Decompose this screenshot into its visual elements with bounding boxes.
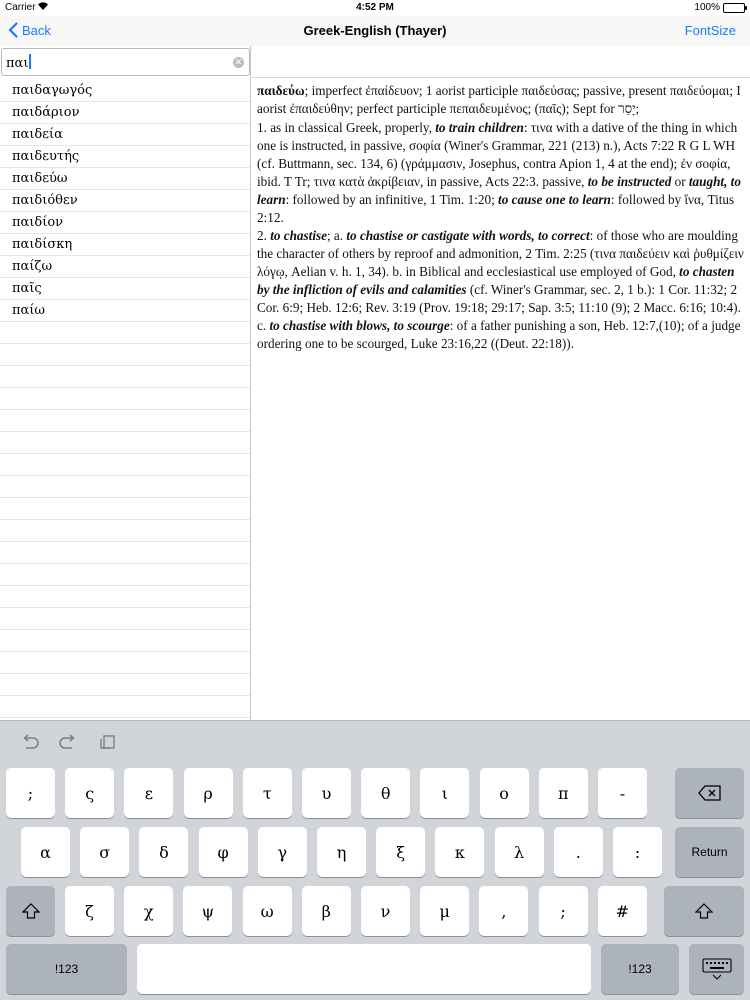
definition-segment: ; a. xyxy=(326,228,347,243)
headword: παιδεύω xyxy=(257,83,305,98)
page-title: Greek-English (Thayer) xyxy=(303,23,447,38)
status-bar xyxy=(0,0,750,16)
empty-list-row xyxy=(0,520,250,542)
definition-emphasis: to cause one to learn xyxy=(498,192,611,207)
definition-segment: : of those who are moulding the character of others by reproof and admonition, 2 Tim. 2:25 (τινα παιδεύειν καὶ ῥυθμίζειν λόγῳ, Aelian v. h. 1, 34). b. in Biblical and ecclesiastical use employed of God, xyxy=(257,228,744,279)
undo-icon[interactable] xyxy=(20,733,40,751)
key[interactable]: ο xyxy=(480,768,529,818)
key[interactable]: # xyxy=(598,886,647,936)
shift-key-right[interactable] xyxy=(664,886,744,936)
clock: 4:52 PM xyxy=(356,2,394,13)
word-list-item[interactable]: παῖς xyxy=(0,278,250,300)
key[interactable]: κ xyxy=(435,827,484,877)
chevron-left-icon xyxy=(8,22,18,38)
battery-percent: 100% xyxy=(694,2,720,13)
key[interactable]: τ xyxy=(243,768,292,818)
redo-icon[interactable] xyxy=(58,733,78,751)
definition-segment: : followed by ἵνα, Titus 2:12. xyxy=(257,192,735,225)
key[interactable]: ; xyxy=(539,886,588,936)
hebrew-text: יָסַר xyxy=(618,102,636,117)
empty-list-row xyxy=(0,476,250,498)
definition-emphasis: to chastise or castigate with words, to correct xyxy=(346,228,590,243)
space-bar[interactable] xyxy=(137,944,591,994)
definition-segment: : followed by an infinitive, 1 Tim. 1:20; xyxy=(285,192,499,207)
key[interactable]: η xyxy=(317,827,366,877)
keyboard-toolbar xyxy=(0,721,750,765)
definition-paragraph-2 xyxy=(257,119,744,227)
key[interactable]: : xyxy=(613,827,662,877)
key[interactable]: ξ xyxy=(376,827,425,877)
definition-emphasis: taught, to learn xyxy=(257,174,741,207)
definition-paragraph-3 xyxy=(257,227,744,353)
back-button[interactable] xyxy=(8,22,51,38)
word-list-item[interactable]: παιδιόθεν xyxy=(0,190,250,212)
definition-segment: ; xyxy=(635,101,640,116)
word-list-item[interactable]: παίζω xyxy=(0,256,250,278)
definition-emphasis: to chasten by the infliction of evils and calamities xyxy=(257,264,735,297)
key[interactable]: α xyxy=(21,827,70,877)
key[interactable]: β xyxy=(302,886,351,936)
definition-paragraph-1 xyxy=(257,82,744,119)
word-list-item[interactable]: παίω xyxy=(0,300,250,322)
empty-list-row xyxy=(0,366,250,388)
definition-segment: 2. xyxy=(257,228,271,243)
definition-segment: : of a father punishing a son, Heb. 12:7,(10); of a judge ordering one to be scourged, Luke 23:16,22 ((Deut. 22:18)). xyxy=(257,318,741,351)
definition-segment: 1. as in classical Greek, properly, xyxy=(257,120,436,135)
word-list-item[interactable]: παιδάριον xyxy=(0,102,250,124)
empty-list-row xyxy=(0,498,250,520)
word-list xyxy=(0,80,250,718)
empty-list-row xyxy=(0,608,250,630)
empty-list-row xyxy=(0,652,250,674)
search-box[interactable] xyxy=(1,48,250,76)
shift-icon xyxy=(22,903,40,919)
empty-list-row xyxy=(0,564,250,586)
key[interactable]: θ xyxy=(361,768,410,818)
empty-list-row xyxy=(0,388,250,410)
key[interactable]: ρ xyxy=(184,768,233,818)
key[interactable]: ; xyxy=(6,768,55,818)
key[interactable]: ι xyxy=(420,768,469,818)
definition-segment: ; imperfect ἐπαίδευον; 1 aorist participle παιδεύσας; passive, present παιδεύομαι; I aorist ἐπαιδεύθην; perfect participle πεπαιδευμένος; (παῖς); Sept for xyxy=(257,83,741,116)
key[interactable]: ζ xyxy=(65,886,114,936)
empty-list-row xyxy=(0,454,250,476)
word-list-item[interactable]: παιδίσκη xyxy=(0,234,250,256)
definition-emphasis: to chastise with blows, to scourge xyxy=(269,318,450,333)
empty-list-row xyxy=(0,586,250,608)
backspace-icon xyxy=(698,785,722,801)
empty-list-row xyxy=(0,344,250,366)
definition-emphasis: to chastise xyxy=(270,228,327,243)
paste-icon[interactable] xyxy=(98,733,118,751)
empty-list-row xyxy=(0,696,250,718)
numbers-key-left[interactable]: !123 xyxy=(6,944,127,994)
key[interactable]: π xyxy=(539,768,588,818)
divider xyxy=(252,77,750,78)
word-list-item[interactable]: παιδευτής xyxy=(0,146,250,168)
definition-text xyxy=(257,82,744,353)
word-list-pane xyxy=(0,46,251,720)
clear-search-icon[interactable]: ✕ xyxy=(234,57,243,67)
search-value: παι xyxy=(6,56,29,71)
definition-segment: or xyxy=(671,174,689,189)
key[interactable]: . xyxy=(554,827,603,877)
key[interactable]: ς xyxy=(65,768,114,818)
key[interactable]: ψ xyxy=(183,886,232,936)
greek-keyboard xyxy=(0,720,750,1000)
key[interactable]: χ xyxy=(124,886,173,936)
definition-segment: : τινα with a dative of the thing in which one is instructed, in passive, σοφία (Winer's Grammar, 221 (213) n.), Acts 7:22 R G L WH (cf. Buttmann, sec. 134, 6) (γράμμασιν, Josephus, contra Apion 1, 4 at the end); ἐν σοφία, ibid. T Tr; τινα κατὰ ἀκρίβειαν, in passive, Acts 22:3. passive, xyxy=(257,120,738,189)
delete-key[interactable] xyxy=(675,768,744,818)
word-list-item[interactable]: παιδεύω xyxy=(0,168,250,190)
carrier-label: Carrier xyxy=(5,2,36,13)
definition-emphasis: to train children xyxy=(435,120,524,135)
key[interactable]: λ xyxy=(495,827,544,877)
key[interactable]: ν xyxy=(361,886,410,936)
definition-emphasis: to be instructed xyxy=(587,174,672,189)
key[interactable]: γ xyxy=(258,827,307,877)
definition-segment: (cf. Winer's Grammar, sec. 2, 1 b.): 1 Cor. 11:32; 2 Cor. 6:9; Heb. 12:6; Rev. 3:19 (Prov. 19:18; 29:17; Sap. 3:5; 11:10 (9); 2 Macc. 6:16; 10:4). c. xyxy=(257,282,741,333)
key[interactable]: φ xyxy=(199,827,248,877)
empty-list-row xyxy=(0,630,250,652)
battery-icon xyxy=(723,3,745,13)
empty-list-row xyxy=(0,674,250,696)
word-list-item[interactable]: παιδίον xyxy=(0,212,250,234)
key[interactable]: ε xyxy=(124,768,173,818)
navigation-bar xyxy=(0,16,750,46)
dismiss-keyboard-key[interactable] xyxy=(689,944,744,994)
word-list-item[interactable]: παιδαγωγός xyxy=(0,80,250,102)
key[interactable]: σ xyxy=(80,827,129,877)
empty-list-row xyxy=(0,410,250,432)
empty-list-row xyxy=(0,542,250,564)
word-list-item[interactable]: παιδεία xyxy=(0,124,250,146)
numbers-key-right[interactable]: !123 xyxy=(601,944,679,994)
definition-pane xyxy=(252,46,750,720)
key[interactable]: δ xyxy=(139,827,188,877)
keyboard-hide-icon xyxy=(702,958,732,980)
return-key[interactable]: Return xyxy=(675,827,744,877)
key[interactable]: - xyxy=(598,768,647,818)
search-input[interactable] xyxy=(6,54,226,72)
back-label: Back xyxy=(22,22,51,38)
key[interactable]: , xyxy=(479,886,528,936)
shift-key-left[interactable] xyxy=(6,886,55,936)
key[interactable]: υ xyxy=(302,768,351,818)
empty-list-row xyxy=(0,322,250,344)
text-cursor xyxy=(29,54,31,69)
key[interactable]: μ xyxy=(420,886,469,936)
key[interactable]: ω xyxy=(243,886,292,936)
shift-icon xyxy=(695,903,713,919)
empty-list-row xyxy=(0,432,250,454)
fontsize-button[interactable]: FontSize xyxy=(684,23,736,38)
